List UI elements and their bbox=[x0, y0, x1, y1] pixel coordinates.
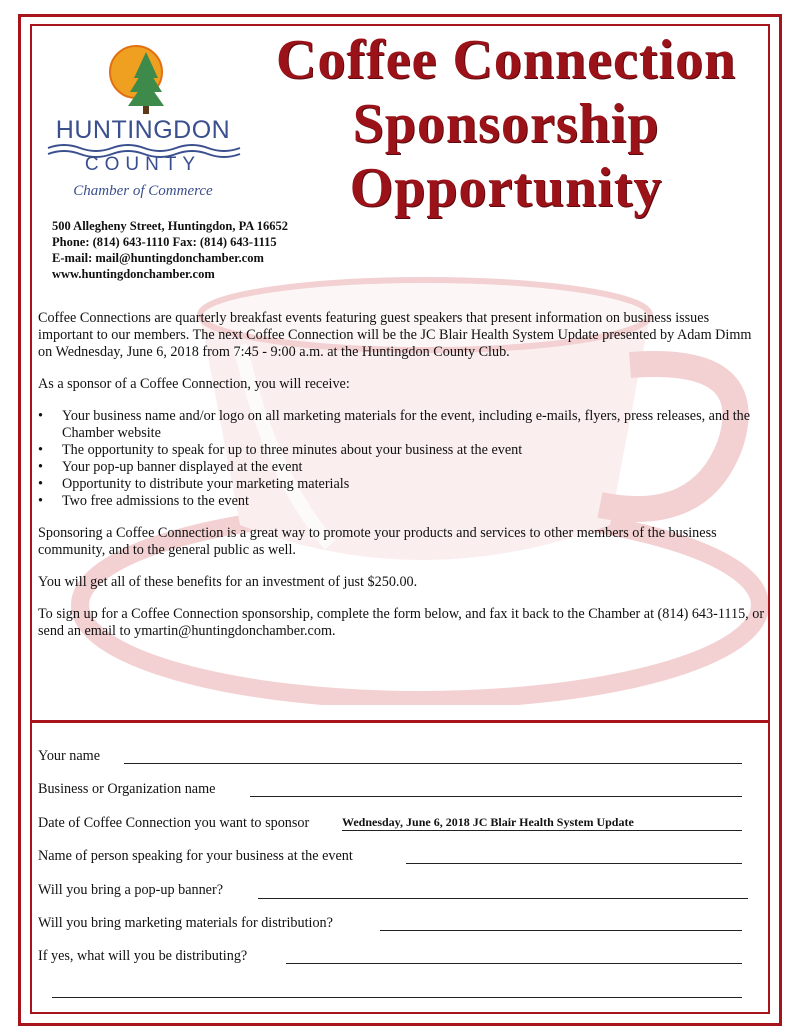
page-title bbox=[236, 28, 776, 220]
contact-block bbox=[52, 218, 288, 282]
logo-county: COUNTY bbox=[84, 154, 202, 175]
form-row-extra bbox=[38, 982, 748, 1000]
speaker-field[interactable] bbox=[406, 863, 742, 864]
receive-paragraph: As a sponsor of a Coffee Connection, you will receive: bbox=[38, 376, 350, 392]
bullet-icon: • bbox=[38, 442, 43, 458]
signup-paragraph: To sign up for a Coffee Connection sponsorship, complete the form below, and fax it back to the Chamber at (814) 643-1115, or send an email to ymartin@huntingdonchamber.com. bbox=[38, 606, 765, 639]
materials-field[interactable] bbox=[380, 930, 742, 931]
title-line-1: Coffee Connection bbox=[275, 29, 737, 91]
bullet-icon: • bbox=[38, 476, 43, 492]
logo-chamber: Chamber of Commerce bbox=[73, 183, 213, 199]
investment-paragraph: You will get all of these benefits for an investment of just $250.00. bbox=[38, 574, 418, 590]
bullet-icon: • bbox=[38, 459, 43, 475]
intro-paragraph: Coffee Connections are quarterly breakfast events featuring guest speakers that present information on business issues important to our members. The next Coffee Connection will be the JC Blair Health System Update presented by Adam Dimm on Wednesday, June 6, 2018 from 7:45 - 9:00 a.m. at the Huntingdon County Club. bbox=[38, 310, 752, 360]
banner-label: Will you bring a pop-up banner? bbox=[38, 882, 223, 898]
form-row-name bbox=[38, 748, 748, 766]
promote-paragraph: Sponsoring a Coffee Connection is a great way to promote your products and services to other members of the business community, and to the general public as well. bbox=[38, 525, 717, 558]
bullet-icon: • bbox=[38, 493, 43, 509]
list-item: • Two free admissions to the event bbox=[38, 493, 249, 509]
contact-phone: Phone: (814) 643-1110 Fax: (814) 643-1115 bbox=[52, 235, 277, 249]
contact-email: E-mail: mail@huntingdonchamber.com bbox=[52, 251, 264, 265]
business-name-field[interactable] bbox=[250, 796, 742, 797]
speaker-label: Name of person speaking for your business at the event bbox=[38, 848, 353, 864]
materials-label: Will you bring marketing materials for distribution? bbox=[38, 915, 333, 931]
date-label: Date of Coffee Connection you want to sponsor bbox=[38, 815, 310, 831]
contact-website: www.huntingdonchamber.com bbox=[52, 267, 215, 281]
your-name-field[interactable] bbox=[124, 763, 742, 764]
title-line-2: Sponsorship bbox=[352, 93, 660, 155]
form-row-business bbox=[38, 781, 748, 799]
your-name-label: Your name bbox=[38, 748, 101, 764]
section-divider bbox=[30, 720, 770, 723]
list-item: • Your business name and/or logo on all marketing materials for the event, including e-mails, flyers, press releases, and the Chamber website bbox=[38, 408, 751, 441]
date-field[interactable] bbox=[342, 830, 742, 831]
bullet-icon: • bbox=[38, 408, 43, 424]
form-row-distributing bbox=[38, 948, 748, 966]
list-item: • Opportunity to distribute your marketing materials bbox=[38, 476, 350, 492]
date-value[interactable]: Wednesday, June 6, 2018 JC Blair Health System Update bbox=[342, 815, 634, 829]
contact-address: 500 Allegheny Street, Huntingdon, PA 16652 bbox=[52, 219, 289, 233]
form-row-speaker bbox=[38, 848, 748, 866]
distributing-extra-field[interactable] bbox=[52, 997, 742, 998]
banner-field[interactable] bbox=[258, 898, 748, 899]
form-row-materials bbox=[38, 915, 748, 933]
distributing-label: If yes, what will you be distributing? bbox=[38, 948, 248, 964]
logo-name: HUNTINGDON bbox=[55, 116, 231, 144]
list-item: • The opportunity to speak for up to three minutes about your business at the event bbox=[38, 442, 523, 458]
form-row-banner bbox=[38, 882, 750, 900]
form-row-date bbox=[38, 815, 748, 833]
list-item: • Your pop-up banner displayed at the event bbox=[38, 459, 303, 475]
distributing-field[interactable] bbox=[286, 963, 742, 964]
benefits-list bbox=[38, 408, 766, 510]
business-name-label: Business or Organization name bbox=[38, 781, 216, 797]
body-text bbox=[38, 310, 766, 655]
title-line-3: Opportunity bbox=[349, 157, 663, 219]
